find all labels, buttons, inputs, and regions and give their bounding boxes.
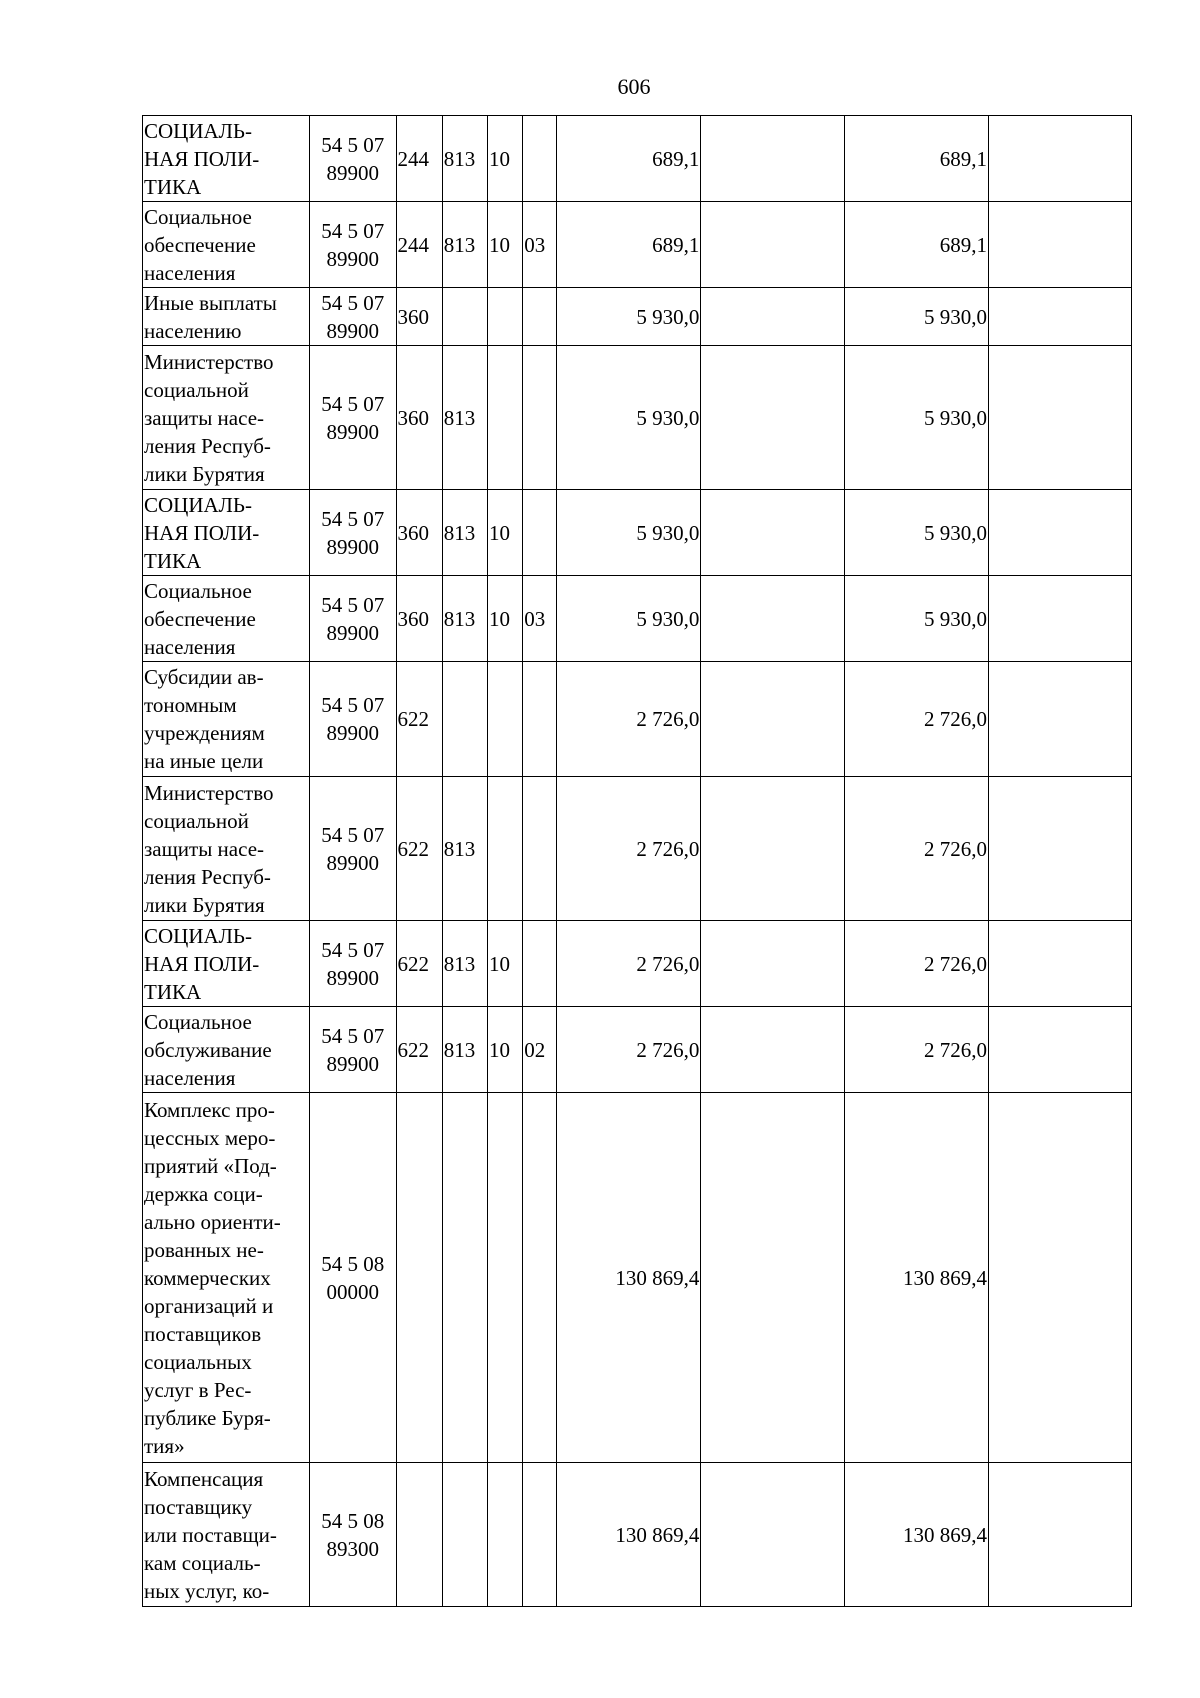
row-name-line: держка соци-: [144, 1181, 263, 1206]
row-name-line: публике Буря-: [144, 1405, 271, 1430]
row-name-cell: [143, 346, 310, 490]
table-body: [143, 116, 1132, 1607]
row-name-cell: [143, 490, 310, 576]
subsection-cell: 03: [523, 576, 557, 662]
row-name-cell: [143, 1463, 310, 1607]
amount-cell-4: [989, 777, 1132, 921]
budget-table: [142, 115, 1132, 1607]
target-article-line: 89300: [326, 1536, 379, 1561]
row-name-line: на иные цели: [144, 749, 264, 773]
row-name-line: Социальное: [144, 204, 252, 229]
table-row: [143, 202, 1132, 288]
row-name-cell: [143, 662, 310, 777]
ministry-code-cell: 813: [442, 777, 487, 921]
target-article-line: 54 5 08: [321, 1508, 385, 1533]
table-row: [143, 1007, 1132, 1093]
subsection-cell: [523, 777, 557, 921]
row-name-line: тия»: [144, 1433, 185, 1458]
amount-cell-2: [701, 346, 845, 490]
amount-cell-3: 130 869,4: [845, 1093, 989, 1463]
target-article-line: 54 5 07: [321, 693, 385, 717]
row-name-line: ально ориенти-: [144, 1209, 281, 1234]
target-article-cell: [310, 1463, 397, 1607]
section-cell: [488, 346, 523, 490]
table-row: [143, 490, 1132, 576]
amount-cell-4: [989, 346, 1132, 490]
amount-cell-1: 2 726,0: [557, 1007, 701, 1093]
expense-type-cell: 622: [396, 662, 442, 777]
row-name-line: Социальное: [144, 578, 252, 603]
amount-cell-1: 130 869,4: [557, 1093, 701, 1463]
target-article-line: 89900: [326, 721, 379, 745]
target-article-line: 89900: [326, 850, 379, 875]
row-name-line: Иные выплаты: [144, 290, 277, 315]
table-row: [143, 662, 1132, 777]
amount-cell-3: 689,1: [845, 202, 989, 288]
row-name-line: социальной: [144, 808, 249, 833]
subsection-cell: [523, 1093, 557, 1463]
row-name-line: приятий «Под-: [144, 1153, 277, 1178]
amount-cell-2: [701, 1463, 845, 1607]
row-name-line: Компенсация: [144, 1466, 264, 1491]
section-cell: 10: [488, 202, 523, 288]
ministry-code-cell: 813: [442, 202, 487, 288]
target-article-cell: [310, 116, 397, 202]
table-row: [143, 576, 1132, 662]
table-row: [143, 1093, 1132, 1463]
row-name-cell: [143, 921, 310, 1007]
row-name-line: организаций и: [144, 1293, 274, 1318]
row-name-line: населения: [144, 634, 236, 659]
amount-cell-2: [701, 202, 845, 288]
amount-cell-3: 2 726,0: [845, 921, 989, 1007]
amount-cell-3: 2 726,0: [845, 1007, 989, 1093]
row-name-line: Министерство: [144, 780, 274, 805]
row-name-line: учреждениям: [144, 721, 265, 745]
row-name-line: Социальное: [144, 1009, 252, 1034]
row-name-line: населения: [144, 260, 236, 285]
amount-cell-4: [989, 1007, 1132, 1093]
amount-cell-2: [701, 921, 845, 1007]
row-name-line: населения: [144, 1065, 236, 1090]
subsection-cell: [523, 490, 557, 576]
expense-type-cell: [396, 1093, 442, 1463]
target-article-line: 54 5 07: [321, 592, 385, 617]
row-name-line: СОЦИАЛЬ-: [144, 118, 252, 143]
amount-cell-3: 5 930,0: [845, 576, 989, 662]
ministry-code-cell: 813: [442, 346, 487, 490]
row-name-line: Министерство: [144, 349, 274, 374]
target-article-line: 89900: [326, 534, 379, 559]
row-name-line: ных услуг, ко-: [144, 1578, 270, 1603]
amount-cell-3: 130 869,4: [845, 1463, 989, 1607]
expense-type-cell: 622: [396, 1007, 442, 1093]
row-name-line: цессных меро-: [144, 1125, 276, 1150]
row-name-line: СОЦИАЛЬ-: [144, 492, 252, 517]
section-cell: [488, 288, 523, 346]
amount-cell-4: [989, 202, 1132, 288]
row-name-cell: [143, 1093, 310, 1463]
ministry-code-cell: [442, 288, 487, 346]
amount-cell-3: 2 726,0: [845, 777, 989, 921]
expense-type-cell: 360: [396, 346, 442, 490]
section-cell: [488, 1093, 523, 1463]
target-article-line: 54 5 07: [321, 391, 385, 416]
subsection-cell: [523, 921, 557, 1007]
target-article-line: 54 5 07: [321, 937, 385, 962]
ministry-code-cell: 813: [442, 576, 487, 662]
row-name-line: НАЯ ПОЛИ-: [144, 520, 260, 545]
row-name-line: поставщиков: [144, 1321, 262, 1346]
row-name-cell: [143, 1007, 310, 1093]
subsection-cell: [523, 116, 557, 202]
amount-cell-2: [701, 116, 845, 202]
amount-cell-1: 2 726,0: [557, 777, 701, 921]
section-cell: 10: [488, 921, 523, 1007]
expense-type-cell: 244: [396, 116, 442, 202]
target-article-cell: [310, 1093, 397, 1463]
row-name-cell: [143, 288, 310, 346]
row-name-line: кам социаль-: [144, 1550, 261, 1575]
amount-cell-2: [701, 1007, 845, 1093]
ministry-code-cell: 813: [442, 116, 487, 202]
target-article-line: 89900: [326, 160, 379, 185]
subsection-cell: [523, 346, 557, 490]
expense-type-cell: [396, 1463, 442, 1607]
row-name-line: НАЯ ПОЛИ-: [144, 951, 260, 976]
target-article-line: 89900: [326, 318, 379, 343]
amount-cell-4: [989, 288, 1132, 346]
target-article-line: 89900: [326, 246, 379, 271]
target-article-line: 54 5 07: [321, 218, 385, 243]
amount-cell-1: 689,1: [557, 116, 701, 202]
section-cell: [488, 662, 523, 777]
section-cell: 10: [488, 490, 523, 576]
target-article-cell: [310, 346, 397, 490]
row-name-line: или поставщи-: [144, 1522, 277, 1547]
target-article-cell: [310, 576, 397, 662]
row-name-line: социальной: [144, 377, 249, 402]
amount-cell-4: [989, 921, 1132, 1007]
amount-cell-2: [701, 288, 845, 346]
row-name-cell: [143, 116, 310, 202]
target-article-line: 89900: [326, 419, 379, 444]
amount-cell-4: [989, 490, 1132, 576]
amount-cell-3: 5 930,0: [845, 288, 989, 346]
amount-cell-1: 5 930,0: [557, 288, 701, 346]
ministry-code-cell: [442, 1463, 487, 1607]
row-name-line: рованных не-: [144, 1237, 264, 1262]
row-name-line: ТИКА: [144, 174, 202, 199]
target-article-cell: [310, 921, 397, 1007]
page-number: 606: [617, 74, 651, 99]
target-article-cell: [310, 1007, 397, 1093]
amount-cell-1: 5 930,0: [557, 490, 701, 576]
amount-cell-4: [989, 662, 1132, 777]
target-article-line: 89900: [326, 1051, 379, 1076]
row-name-line: ТИКА: [144, 548, 202, 573]
amount-cell-3: 5 930,0: [845, 490, 989, 576]
row-name-line: ления Респуб-: [144, 433, 271, 458]
table-row: [143, 346, 1132, 490]
target-article-line: 54 5 07: [321, 1023, 385, 1048]
table-row: [143, 288, 1132, 346]
row-name-line: населению: [144, 318, 242, 343]
target-article-cell: [310, 777, 397, 921]
table-row: [143, 777, 1132, 921]
row-name-line: услуг в Рес-: [144, 1377, 252, 1402]
amount-cell-4: [989, 1093, 1132, 1463]
amount-cell-4: [989, 1463, 1132, 1607]
row-name-line: ления Респуб-: [144, 864, 271, 889]
row-name-line: тономным: [144, 693, 237, 717]
expense-type-cell: 360: [396, 288, 442, 346]
expense-type-cell: 360: [396, 490, 442, 576]
target-article-line: 54 5 07: [321, 132, 385, 157]
amount-cell-1: 689,1: [557, 202, 701, 288]
amount-cell-3: 5 930,0: [845, 346, 989, 490]
target-article-cell: [310, 202, 397, 288]
amount-cell-4: [989, 116, 1132, 202]
target-article-cell: [310, 662, 397, 777]
row-name-line: СОЦИАЛЬ-: [144, 923, 252, 948]
ministry-code-cell: [442, 1093, 487, 1463]
amount-cell-1: 5 930,0: [557, 346, 701, 490]
subsection-cell: 03: [523, 202, 557, 288]
amount-cell-1: 130 869,4: [557, 1463, 701, 1607]
row-name-line: социальных: [144, 1349, 252, 1374]
amount-cell-2: [701, 662, 845, 777]
row-name-line: Субсидии ав-: [144, 665, 264, 689]
target-article-line: 00000: [326, 1279, 379, 1304]
target-article-line: 54 5 07: [321, 822, 385, 847]
expense-type-cell: 360: [396, 576, 442, 662]
ministry-code-cell: 813: [442, 490, 487, 576]
amount-cell-4: [989, 576, 1132, 662]
row-name-line: защиты насе-: [144, 405, 265, 430]
row-name-line: лики Бурятия: [144, 892, 265, 917]
ministry-code-cell: 813: [442, 1007, 487, 1093]
subsection-cell: 02: [523, 1007, 557, 1093]
amount-cell-3: 2 726,0: [845, 662, 989, 777]
table-row: [143, 1463, 1132, 1607]
row-name-line: ТИКА: [144, 979, 202, 1004]
expense-type-cell: 244: [396, 202, 442, 288]
target-article-line: 89900: [326, 965, 379, 990]
amount-cell-1: 5 930,0: [557, 576, 701, 662]
row-name-line: защиты насе-: [144, 836, 265, 861]
expense-type-cell: 622: [396, 777, 442, 921]
amount-cell-2: [701, 1093, 845, 1463]
table-row: [143, 921, 1132, 1007]
subsection-cell: [523, 662, 557, 777]
row-name-cell: [143, 576, 310, 662]
row-name-cell: [143, 202, 310, 288]
target-article-line: 54 5 08: [321, 1251, 385, 1276]
section-cell: 10: [488, 116, 523, 202]
target-article-line: 54 5 07: [321, 290, 385, 315]
ministry-code-cell: 813: [442, 921, 487, 1007]
row-name-line: обеспечение: [144, 606, 256, 631]
section-cell: 10: [488, 576, 523, 662]
amount-cell-3: 689,1: [845, 116, 989, 202]
target-article-line: 89900: [326, 620, 379, 645]
section-cell: [488, 1463, 523, 1607]
target-article-cell: [310, 288, 397, 346]
amount-cell-1: 2 726,0: [557, 921, 701, 1007]
row-name-line: обслуживание: [144, 1037, 272, 1062]
row-name-line: лики Бурятия: [144, 461, 265, 486]
row-name-line: коммерческих: [144, 1265, 271, 1290]
amount-cell-1: 2 726,0: [557, 662, 701, 777]
amount-cell-2: [701, 576, 845, 662]
row-name-line: обеспечение: [144, 232, 256, 257]
amount-cell-2: [701, 490, 845, 576]
subsection-cell: [523, 288, 557, 346]
row-name-cell: [143, 777, 310, 921]
subsection-cell: [523, 1463, 557, 1607]
amount-cell-2: [701, 777, 845, 921]
expense-type-cell: 622: [396, 921, 442, 1007]
target-article-cell: [310, 490, 397, 576]
ministry-code-cell: [442, 662, 487, 777]
section-cell: [488, 777, 523, 921]
table-row: [143, 116, 1132, 202]
section-cell: 10: [488, 1007, 523, 1093]
target-article-line: 54 5 07: [321, 506, 385, 531]
row-name-line: НАЯ ПОЛИ-: [144, 146, 260, 171]
row-name-line: Комплекс про-: [144, 1097, 275, 1122]
row-name-line: поставщику: [144, 1494, 253, 1519]
